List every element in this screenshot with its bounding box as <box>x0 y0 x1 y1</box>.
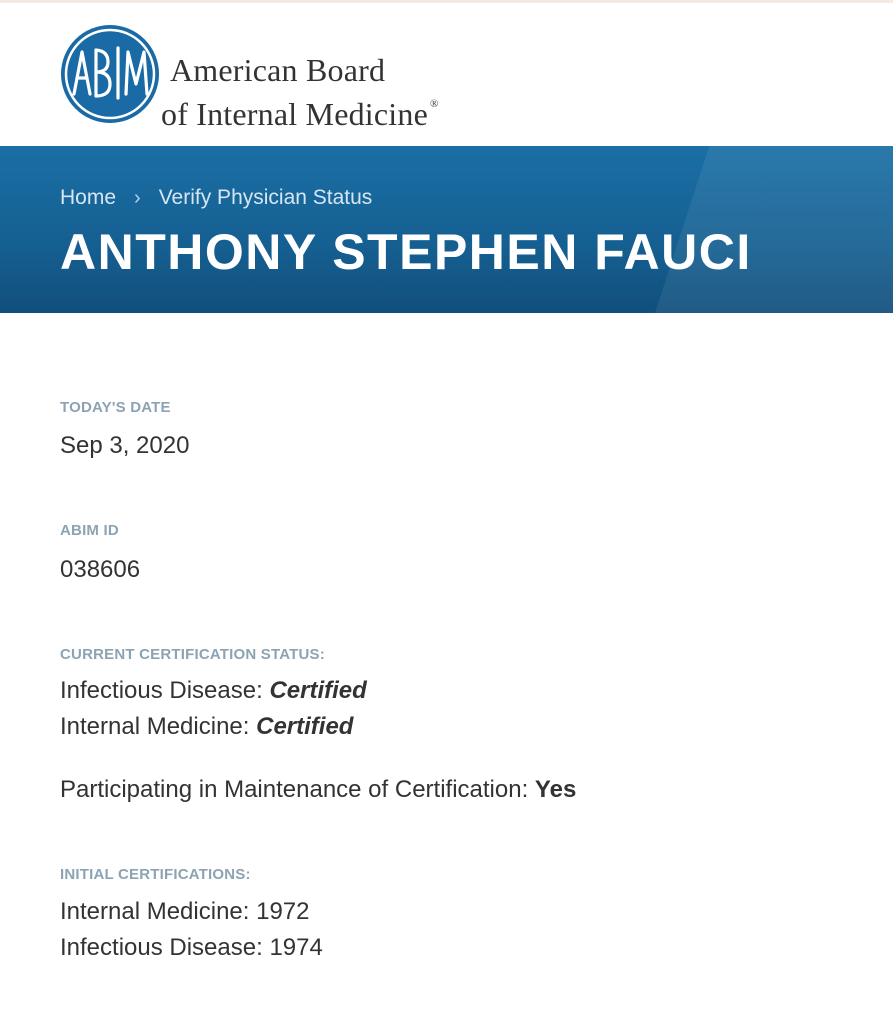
initial-row-infectious-disease <box>60 930 323 966</box>
moc-label: Participating in Maintenance of Certification: <box>60 776 529 803</box>
todays-date-label: TODAY'S DATE <box>60 399 171 416</box>
status-name: Infectious Disease: <box>60 677 263 704</box>
initial-row-internal-medicine <box>60 894 310 930</box>
abim-logo-link[interactable] <box>60 24 480 132</box>
chevron-right-icon: › <box>134 186 141 209</box>
abim-seal-icon <box>60 24 160 124</box>
initial-name: Infectious Disease: <box>60 934 263 961</box>
wordmark-line-2-text: of Internal Medicine <box>161 96 428 132</box>
initial-year: 1972 <box>256 898 310 925</box>
breadcrumb-verify-link[interactable]: Verify Physician Status <box>158 186 373 209</box>
initial-name: Internal Medicine: <box>60 898 250 925</box>
breadcrumb <box>60 186 372 210</box>
status-value: Certified <box>256 713 354 740</box>
status-row-infectious-disease <box>60 673 367 709</box>
site-header <box>0 3 893 146</box>
status-row-internal-medicine <box>60 709 353 745</box>
breadcrumb-home-link[interactable]: Home <box>60 186 117 209</box>
abim-id-value: 038606 <box>60 556 141 583</box>
todays-date-value: Sep 3, 2020 <box>60 432 190 459</box>
status-name: Internal Medicine: <box>60 713 250 740</box>
registered-mark: ® <box>430 98 439 110</box>
moc-value: Yes <box>534 776 577 803</box>
current-status-label: CURRENT CERTIFICATION STATUS: <box>60 646 325 663</box>
moc-row <box>60 772 576 808</box>
page-title: ANTHONY STEPHEN FAUCI <box>60 224 752 280</box>
status-value: Certified <box>269 677 367 704</box>
abim-id-label: ABIM ID <box>60 522 119 539</box>
abim-wordmark <box>161 53 439 131</box>
wordmark-line-2 <box>161 87 439 131</box>
initial-year: 1974 <box>269 934 323 961</box>
wordmark-line-1: American Board <box>170 52 386 88</box>
initial-certifications-label: INITIAL CERTIFICATIONS: <box>60 866 251 883</box>
